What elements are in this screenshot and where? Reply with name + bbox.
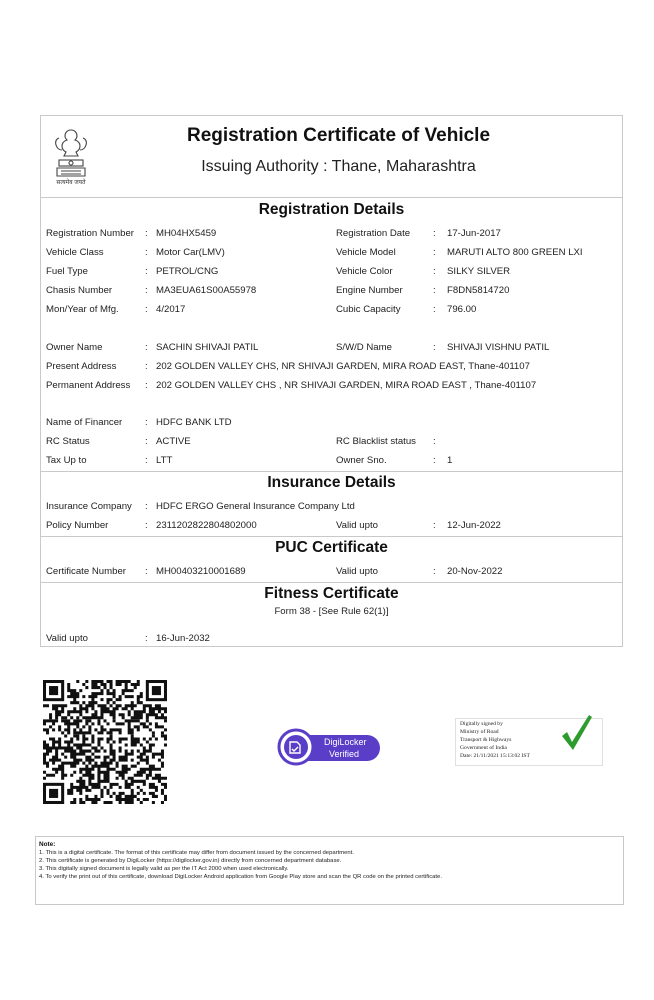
fuel-type-label: Fuel Type	[46, 266, 88, 277]
separator: :	[433, 228, 436, 239]
chasis-number-value: MA3EUA61S00A55978	[156, 285, 257, 296]
separator: :	[433, 520, 436, 531]
engine-number-value: F8DN5814720	[447, 285, 510, 296]
separator: :	[433, 566, 436, 577]
separator: :	[145, 266, 148, 277]
certificate-header	[41, 116, 622, 198]
tax-up-to-label: Tax Up to	[46, 455, 87, 466]
swd-name-label: S/W/D Name	[336, 342, 392, 353]
signature-line: Ministry of Road	[460, 729, 499, 735]
present-address-value: 202 GOLDEN VALLEY CHS, NR SHIVAJI GARDEN, MIRA ROAD EAST, Thane-401107	[156, 361, 530, 372]
vehicle-color-value: SILKY SILVER	[447, 266, 511, 277]
policy-number-value: 2311202822804802000	[156, 520, 257, 531]
digilocker-verified-badge	[276, 725, 382, 769]
section-divider	[41, 582, 622, 583]
tax-up-to-value: LTT	[156, 455, 173, 466]
swd-name-value: SHIVAJI VISHNU PATIL	[447, 342, 550, 353]
note-box	[35, 836, 624, 905]
fuel-type-value: PETROL/CNG	[156, 266, 219, 277]
insurance-valid-upto-value: 12-Jun-2022	[447, 520, 501, 531]
registration-date-label: Registration Date	[336, 228, 411, 239]
separator: :	[145, 380, 148, 391]
separator: :	[145, 436, 148, 447]
certificate-title: Registration Certificate of Vehicle	[186, 125, 491, 146]
permanent-address-value: 202 GOLDEN VALLEY CHS , NR SHIVAJI GARDEN, MIRA ROAD EAST , Thane-401107	[156, 380, 537, 391]
digilocker-badge-line1: DigiLocker	[324, 737, 367, 747]
separator: :	[145, 520, 148, 531]
separator: :	[145, 247, 148, 258]
separator: :	[145, 285, 148, 296]
owner-name-value: SACHIN SHIVAJI PATIL	[156, 342, 259, 353]
fitness-valid-upto-value: 16-Jun-2032	[156, 633, 210, 644]
vehicle-certificate	[40, 115, 623, 647]
note-line: 3. This digitally signed document is legally valid as per the IT Act 2000 when used electronically.	[39, 866, 289, 872]
registration-number-label: Registration Number	[46, 228, 134, 239]
permanent-address-label: Permanent Address	[46, 380, 131, 391]
fitness-form-reference: Form 38 - [See Rule 62(1)]	[274, 606, 389, 617]
note-line: 1. This is a digital certificate. The format of this certificate may differ from document issued by the concerned department.	[39, 850, 354, 856]
chasis-number-label: Chasis Number	[46, 285, 113, 296]
present-address-label: Present Address	[46, 361, 117, 372]
separator: :	[433, 266, 436, 277]
fitness-valid-upto-label: Valid upto	[46, 633, 88, 644]
separator: :	[145, 342, 148, 353]
separator: :	[145, 417, 148, 428]
issuing-authority: Issuing Authority : Thane, Maharashtra	[201, 158, 476, 175]
rc-status-value: ACTIVE	[156, 436, 191, 447]
qr-code	[43, 680, 167, 804]
rc-blacklist-label: RC Blacklist status	[336, 436, 416, 447]
separator: :	[433, 436, 436, 447]
emblem-caption: सत्यमेव जयते	[56, 180, 86, 186]
cubic-capacity-value: 796.00	[447, 304, 477, 315]
separator: :	[145, 501, 148, 512]
section-divider	[41, 471, 622, 472]
digilocker-badge-line2: Verified	[329, 749, 360, 759]
mfg-label: Mon/Year of Mfg.	[46, 304, 119, 315]
separator: :	[145, 633, 148, 644]
puc-certificate-number-value: MH00403210001689	[156, 566, 246, 577]
separator: :	[145, 566, 148, 577]
note-line: 2. This certificate is generated by DigiLocker (https://digilocker.gov.in) directly from concerned department database.	[39, 858, 342, 864]
policy-number-label: Policy Number	[46, 520, 109, 531]
vehicle-model-label: Vehicle Model	[336, 247, 396, 258]
note-title: Note:	[39, 841, 56, 848]
signature-line: Transport & Highways	[460, 737, 512, 743]
separator: :	[433, 455, 436, 466]
separator: :	[433, 304, 436, 315]
fitness-certificate-heading: Fitness Certificate	[264, 585, 399, 602]
separator: :	[433, 342, 436, 353]
owner-sno-value: 1	[447, 455, 453, 466]
section-divider	[41, 536, 622, 537]
separator: :	[145, 361, 148, 372]
insurance-details-heading: Insurance Details	[267, 474, 396, 491]
note-line: 4. To verify the print out of this certificate, download DigiLocker Android application from Google Play store and scan the QR code on the printed certificate.	[39, 874, 442, 880]
signature-date: Date: 21/11/2021 15:13:02 IST	[460, 753, 530, 759]
puc-certificate-heading: PUC Certificate	[275, 539, 388, 556]
vehicle-color-label: Vehicle Color	[336, 266, 393, 277]
insurance-company-value: HDFC ERGO General Insurance Company Ltd	[156, 501, 355, 512]
financer-label: Name of Financer	[46, 417, 123, 428]
signature-line: Government of India	[460, 745, 507, 751]
insurance-company-label: Insurance Company	[46, 501, 132, 512]
signature-line: Digitally signed by	[460, 721, 503, 727]
separator: :	[433, 247, 436, 258]
engine-number-label: Engine Number	[336, 285, 403, 296]
puc-valid-upto-value: 20-Nov-2022	[447, 566, 503, 577]
cubic-capacity-label: Cubic Capacity	[336, 304, 401, 315]
vehicle-class-label: Vehicle Class	[46, 247, 104, 258]
verified-check-icon	[559, 712, 593, 752]
vehicle-class-value: Motor Car(LMV)	[156, 247, 225, 258]
financer-value: HDFC BANK LTD	[156, 417, 232, 428]
registration-date-value: 17-Jun-2017	[447, 228, 501, 239]
insurance-valid-upto-label: Valid upto	[336, 520, 378, 531]
separator: :	[145, 455, 148, 466]
rc-status-label: RC Status	[46, 436, 90, 447]
owner-name-label: Owner Name	[46, 342, 103, 353]
mfg-value: 4/2017	[156, 304, 186, 315]
registration-details-heading: Registration Details	[258, 201, 405, 218]
registration-number-value: MH04HX5459	[156, 228, 217, 239]
separator: :	[433, 285, 436, 296]
owner-sno-label: Owner Sno.	[336, 455, 387, 466]
puc-certificate-number-label: Certificate Number	[46, 566, 126, 577]
separator: :	[145, 304, 148, 315]
puc-valid-upto-label: Valid upto	[336, 566, 378, 577]
vehicle-model-value: MARUTI ALTO 800 GREEN LXI	[447, 247, 583, 258]
separator: :	[145, 228, 148, 239]
